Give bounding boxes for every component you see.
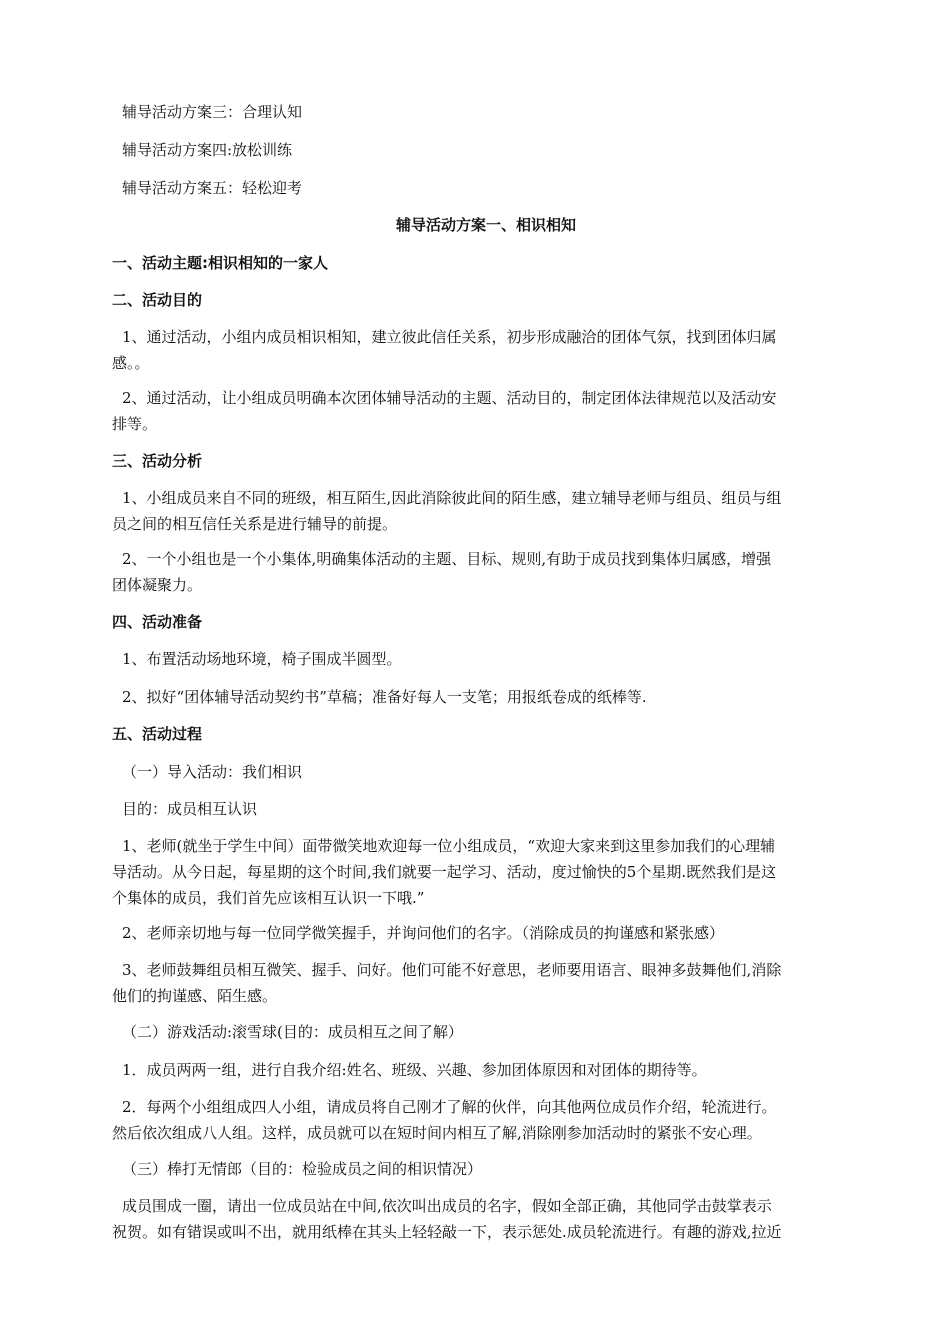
activity-1-title: （一）导入活动：我们相识 [122, 763, 303, 781]
activity-1-goal: 目的：成员相互认识 [122, 800, 258, 818]
activity-2-title: （二）游戏活动:滚雪球(目的：成员相互之间了解） [122, 1023, 463, 1041]
paragraph-line: 然后依次组成八人组。这样，成员就可以在短时间内相互了解,消除刚参加活动时的紧张不安心理。 [112, 1124, 762, 1142]
activity-1-paragraph-3 [112, 957, 860, 1009]
toc-item-5: 辅导活动方案五：轻松迎考 [122, 179, 303, 197]
paragraph-line: 2．每两个小组组成四人小组，请成员将自己刚才了解的伙伴，向其他两位成员作介绍，轮流进行。 [122, 1098, 777, 1116]
section-1-heading: 一、活动主题:相识相知的一家人 [112, 254, 329, 272]
paragraph-line: 1、通过活动，小组内成员相识相知，建立彼此信任关系，初步形成融洽的团体气氛，找到团体归属 [122, 328, 777, 346]
paragraph-line: 成员围成一圈，请出一位成员站在中间,依次叫出成员的名字，假如全部正确，其他同学击鼓掌表示 [122, 1197, 772, 1215]
paragraph-line: 1、小组成员来自不同的班级，相互陌生,因此消除彼此间的陌生感，建立辅导老师与组员、组员与组 [122, 489, 782, 507]
section-3-paragraph-2 [112, 546, 860, 598]
activity-3-paragraph-1 [112, 1193, 860, 1245]
paragraph-line: 1、老师(就坐于学生中间）面带微笑地欢迎每一位小组成员，“欢迎大家来到这里参加我们的心理辅 [122, 837, 776, 855]
doc-title: 辅导活动方案一、相识相知 [395, 216, 576, 234]
section-2-heading: 二、活动目的 [112, 291, 203, 309]
toc-item-4: 辅导活动方案四:放松训练 [122, 141, 293, 159]
paragraph-line: 2、通过活动，让小组成员明确本次团体辅导活动的主题、活动目的，制定团体法律规范以及活动安 [122, 389, 777, 407]
paragraph-line: 团体凝聚力。 [112, 576, 203, 594]
section-2-paragraph-1 [112, 324, 860, 376]
paragraph-line: 2、一个小组也是一个小集体,明确集体活动的主题、目标、规则,有助于成员找到集体归属感，增强 [122, 550, 772, 568]
section-3-paragraph-1 [112, 485, 860, 537]
paragraph-line: 员之间的相互信任关系是进行辅导的前提。 [112, 515, 398, 533]
activity-2-paragraph-1: 1．成员两两一组，进行自我介绍:姓名、班级、兴趣、参加团体原因和对团体的期待等。 [122, 1061, 707, 1079]
paragraph-line: 导活动。从今日起，每星期的这个时间,我们就要一起学习、活动，度过愉快的5个星期.既然我们是这 [112, 863, 777, 881]
paragraph-line: 排等。 [112, 415, 158, 433]
toc-item-3: 辅导活动方案三：合理认知 [122, 103, 303, 121]
activity-3-title: （三）棒打无情郎（目的：检验成员之间的相识情况） [122, 1160, 483, 1178]
paragraph-line: 他们的拘谨感、陌生感。 [112, 987, 278, 1005]
activity-1-paragraph-2: 2、老师亲切地与每一位同学微笑握手，并询问他们的名字。（消除成员的拘谨感和紧张感） [122, 924, 725, 942]
section-5-heading: 五、活动过程 [112, 725, 203, 743]
section-4-item-2: 2、拟好“团体辅导活动契约书”草稿；准备好每人一支笔；用报纸卷成的纸棒等. [122, 688, 647, 706]
paragraph-line: 感。。 [112, 354, 150, 372]
section-4-heading: 四、活动准备 [112, 613, 203, 631]
section-4-item-1: 1、布置活动场地环境，椅子围成半圆型。 [122, 650, 402, 668]
activity-2-paragraph-2 [112, 1094, 860, 1146]
section-3-heading: 三、活动分析 [112, 452, 203, 470]
paragraph-line: 3、老师鼓舞组员相互微笑、握手、问好。他们可能不好意思，老师要用语言、眼神多鼓舞他们,消除 [122, 961, 782, 979]
section-2-paragraph-2 [112, 385, 860, 437]
paragraph-line: 祝贺。如有错误或叫不出，就用纸棒在其头上轻轻敲一下，表示惩处.成员轮流进行。有趣的游戏,拉近 [112, 1223, 782, 1241]
paragraph-line: 个集体的成员，我们首先应该相互认识一下哦.” [112, 889, 425, 907]
activity-1-paragraph-1 [112, 833, 860, 911]
